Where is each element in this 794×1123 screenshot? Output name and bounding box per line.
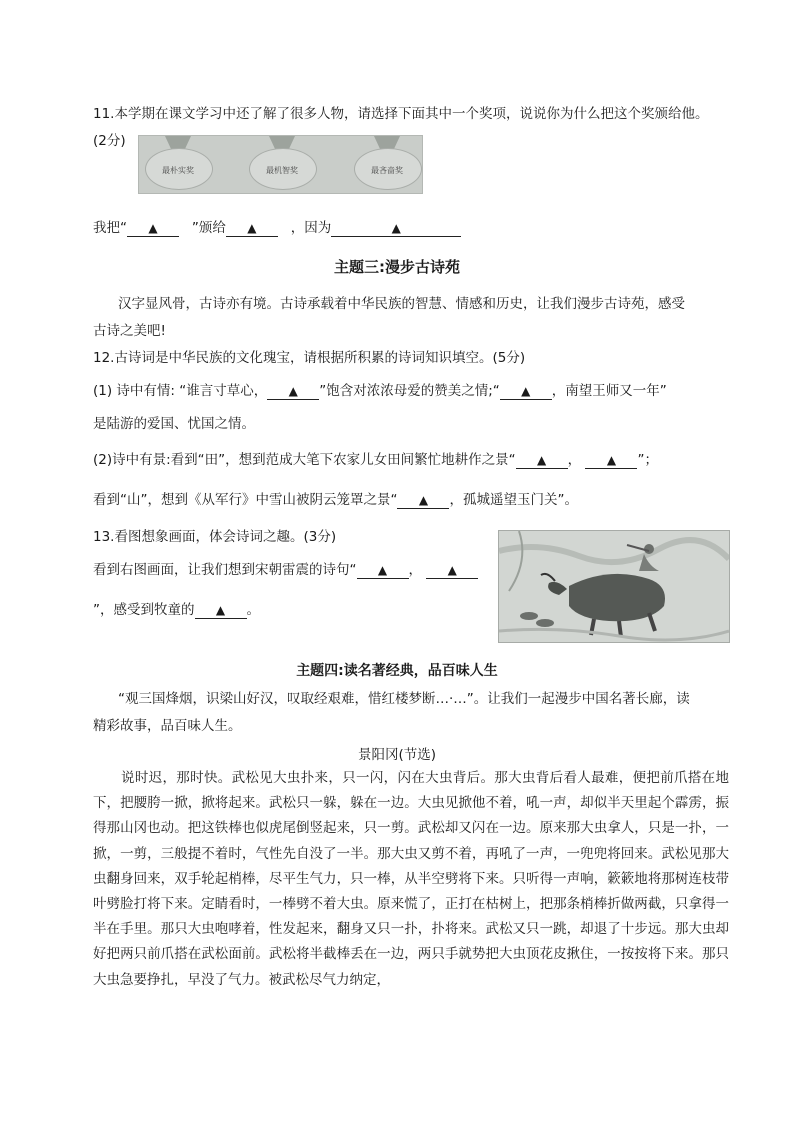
theme3-intro-cont: 古诗之美吧! [93, 323, 166, 339]
answer-blank[interactable]: ▲ [195, 602, 247, 619]
awards-image [138, 135, 423, 194]
q12-part2: (2)诗中有景:看到“田”，想到范成大笔下农家儿女田间繁忙地耕作之景“ ▲ ， ▲ ”； [93, 452, 658, 468]
answer-blank[interactable]: ▲ [331, 220, 461, 237]
q11-score: (2分) [93, 133, 126, 149]
q11-answer-line: 我把“ ▲ ”颁给 ▲ ，因为 ▲ [93, 218, 461, 238]
theme3-intro: 汉字显风骨，古诗亦有境。古诗承载着中华民族的智慧、情感和历史，让我们漫步古诗苑，感受 [118, 296, 685, 312]
answer-blank[interactable]: ▲ [226, 220, 278, 237]
answer-blank[interactable]: ▲ [127, 220, 179, 237]
answer-blank[interactable]: ▲ [357, 562, 409, 579]
passage-body: 说时迟，那时快。武松见大虫扑来，只一闪，闪在大虫背后。那大虫背后看人最难，便把前爪搭在地下，把腰胯一掀，掀将起来。武松只一躲，躲在一边。大虫见掀他不着，吼一声，却似半天里起个霹雳，振得那山冈也动。把这铁棒也似虎尾倒竖起来，只一剪。武松却又闪在一边。原来那大虫拿人，只是一扑，一掀，一剪，三般提不着时，气性先自没了一半。那大虫又剪不着，再吼了一声，一兜兜将回来。武松见那大虫翻身回来，双手轮起梢棒，尽平生气力，只一棒，从半空劈将下来。只听得一声响，簌簌地将那树连枝带叶劈脸打将下来。定睛看时，一棒劈不着大虫。原来慌了，正打在枯树上，把那条梢棒折做两截，只拿得一半在手里。那只大虫咆哮着，性发起来，翻身又只一扑，扑将来。武松又只一跳，却退了十步远。那大虫却好把两只前爪搭在武松面前。武松将半截棒丢在一边，两只手就势把大虫顶花皮揪住，一按按将下来。那只大虫急要挣扎，早没了气力。被武松尽气力纳定， [93, 770, 729, 988]
answer-blank[interactable]: ▲ [585, 452, 637, 469]
award-label: 最机智奖 [266, 166, 298, 175]
answer-blank[interactable]: ▲ [500, 383, 552, 400]
answer-blank[interactable]: ▲ [397, 492, 449, 509]
q11-text: 11.本学期在课文学习中还了解了很多人物，请选择下面其中一个奖项，说说你为什么把这个奖颁给他。 [93, 106, 709, 122]
medal-icon [143, 136, 213, 193]
medal-icon [352, 136, 422, 193]
herd-boy-ox-image [498, 530, 730, 643]
theme4-intro: “观三国烽烟，识梁山好汉，叹取经艰难，惜红楼梦断…·…”。让我们一起漫步中国名著长廊，读 [118, 691, 690, 707]
passage-title: 景阳冈(节选) [357, 747, 437, 763]
theme4-intro-cont: 精彩故事，品百味人生。 [93, 718, 242, 734]
q12-part1-cont: 是陆游的爱国、忧国之情。 [93, 416, 255, 432]
q12-text: 12.古诗词是中华民族的文化瑰宝，请根据所积累的诗词知识填空。(5分) [93, 350, 526, 366]
award-label: 最吝啬奖 [371, 166, 403, 175]
answer-blank[interactable]: ▲ [516, 452, 568, 469]
answer-blank[interactable]: ▲ [267, 383, 319, 400]
award-label: 最朴实奖 [162, 166, 194, 175]
q13-line2: ”，感受到牧童的 ▲ 。 [93, 602, 260, 618]
theme3-title: 主题三:漫步古诗苑 [334, 258, 460, 276]
q13-line1: 看到右图画面，让我们想到宋朝雷震的诗句“ ▲ ， ▲ [93, 560, 478, 580]
theme4-title: 主题四:读名著经典，品百味人生 [296, 663, 498, 679]
q13-text: 13.看图想象画面，体会诗词之趣。(3分) [93, 529, 337, 545]
answer-blank[interactable]: ▲ [426, 562, 478, 579]
medal-icon [247, 136, 317, 193]
q12-part1: (1) 诗中有情: “谁言寸草心， ▲ ”饱含对浓浓母爱的赞美之情;“ ▲ ，南望王师又一年” [93, 383, 667, 399]
q12-part2-cont: 看到“山”，想到《从军行》中雪山被阴云笼罩之景“ ▲ ，孤城遥望玉门关”。 [93, 492, 578, 508]
